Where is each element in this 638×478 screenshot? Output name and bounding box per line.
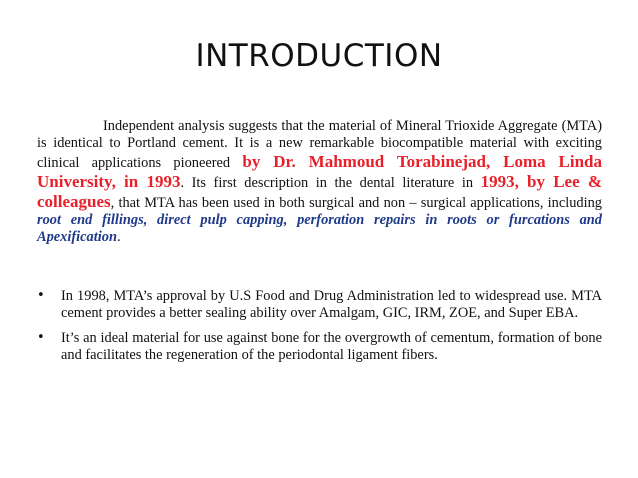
- paragraph-text-3: , that MTA has been used in both surgical and non – surgical applications, including: [110, 195, 602, 212]
- highlight-applications: root end fillings, direct pulp capping, perforation repairs in roots or furcations and Apexification: [37, 212, 602, 246]
- bullet-item: [37, 330, 602, 364]
- paragraph-text-1: Independent analysis suggests that the material of Mineral Trioxide Aggregate (MTA) is identical to Portland cement. It is a new remarkable biocompatible material with exciting clinical applications pioneered: [37, 118, 602, 171]
- bullet-text: It’s an ideal material for use against bone for the overgrowth of cementum, formation of bone and facilitates the regeneration of the periodontal ligament fibers.: [61, 329, 602, 363]
- paragraph-text-4: .: [116, 229, 121, 246]
- highlight-pioneer: by Dr. Mahmoud Torabinejad, Loma Linda University, in 1993: [37, 151, 602, 192]
- paragraph-text-2: . Its first description in the dental literature in: [180, 175, 481, 192]
- highlight-lee: 1993, by Lee & colleagues: [37, 172, 602, 212]
- bullet-icon: •: [37, 329, 45, 345]
- bullet-icon: •: [37, 288, 45, 303]
- slide-title: INTRODUCTION: [195, 38, 443, 74]
- intro-paragraph: [37, 118, 602, 246]
- bullet-item: [37, 288, 602, 322]
- bullet-text: In 1998, MTA’s approval by U.S Food and Drug Administration led to widespread use. MTA cement provides a better sealing ability over Amalgam, GIC, IRM, ZOE, and Super EBA.: [61, 288, 602, 321]
- bullet-list: [37, 288, 602, 372]
